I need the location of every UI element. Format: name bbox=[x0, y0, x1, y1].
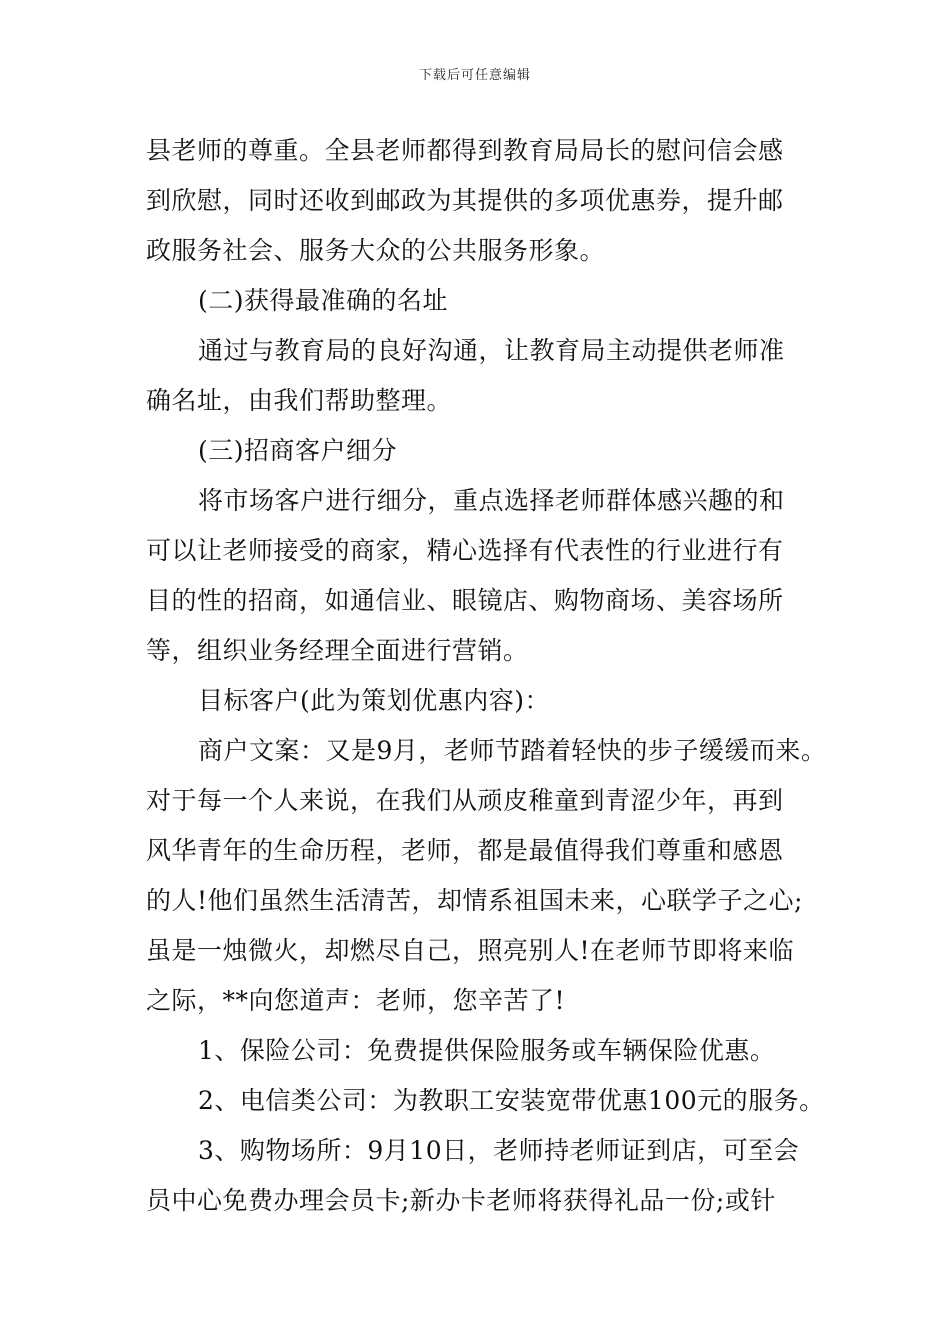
text-line: 目的性的招商，如通信业、眼镜店、购物商场、美容场所 bbox=[146, 586, 784, 615]
text-line: 通过与教育局的良好沟通，让教育局主动提供老师准 bbox=[198, 336, 785, 365]
list-item: 3、购物场所：9月10日，老师持老师证到店，可至会 bbox=[198, 1136, 800, 1165]
section-heading: (三)招商客户细分 bbox=[198, 436, 398, 465]
text-line: 商户文案：又是9月，老师节踏着轻快的步子缓缓而来。 bbox=[198, 736, 827, 765]
section-heading: (二)获得最准确的名址 bbox=[198, 286, 449, 315]
text-line: 政服务社会、服务大众的公共服务形象。 bbox=[146, 236, 606, 265]
text-line: 到欣慰，同时还收到邮政为其提供的多项优惠券，提升邮 bbox=[146, 186, 784, 215]
text-line: 等，组织业务经理全面进行营销。 bbox=[146, 636, 529, 665]
text-line: 之际，**向您道声：老师，您辛苦了! bbox=[146, 986, 566, 1015]
text-line: 将市场客户进行细分，重点选择老师群体感兴趣的和 bbox=[198, 486, 785, 515]
list-item: 1、保险公司：免费提供保险服务或车辆保险优惠。 bbox=[198, 1036, 776, 1065]
text-line: 县老师的尊重。全县老师都得到教育局局长的慰问信会感 bbox=[146, 136, 784, 165]
text-line: 目标客户(此为策划优惠内容)： bbox=[198, 686, 551, 715]
page-header: 下载后可任意编辑 bbox=[418, 68, 531, 83]
text-line: 风华青年的生命历程，老师，都是最值得我们尊重和感恩 bbox=[146, 836, 784, 865]
text-line: 员中心免费办理会员卡;新办卡老师将获得礼品一份;或针 bbox=[146, 1186, 776, 1215]
list-item: 2、电信类公司：为教职工安装宽带优惠100元的服务。 bbox=[198, 1086, 825, 1115]
text-line: 确名址，由我们帮助整理。 bbox=[146, 386, 453, 415]
text-line: 虽是一烛微火，却燃尽自己，照亮别人!在老师节即将来临 bbox=[146, 936, 795, 965]
text-line: 可以让老师接受的商家，精心选择有代表性的行业进行有 bbox=[146, 536, 784, 565]
text-line: 对于每一个人来说，在我们从顽皮稚童到青涩少年，再到 bbox=[146, 786, 784, 815]
document-body bbox=[146, 126, 866, 1226]
text-line: 的人!他们虽然生活清苦，却情系祖国未来，心联学子之心; bbox=[146, 886, 803, 915]
